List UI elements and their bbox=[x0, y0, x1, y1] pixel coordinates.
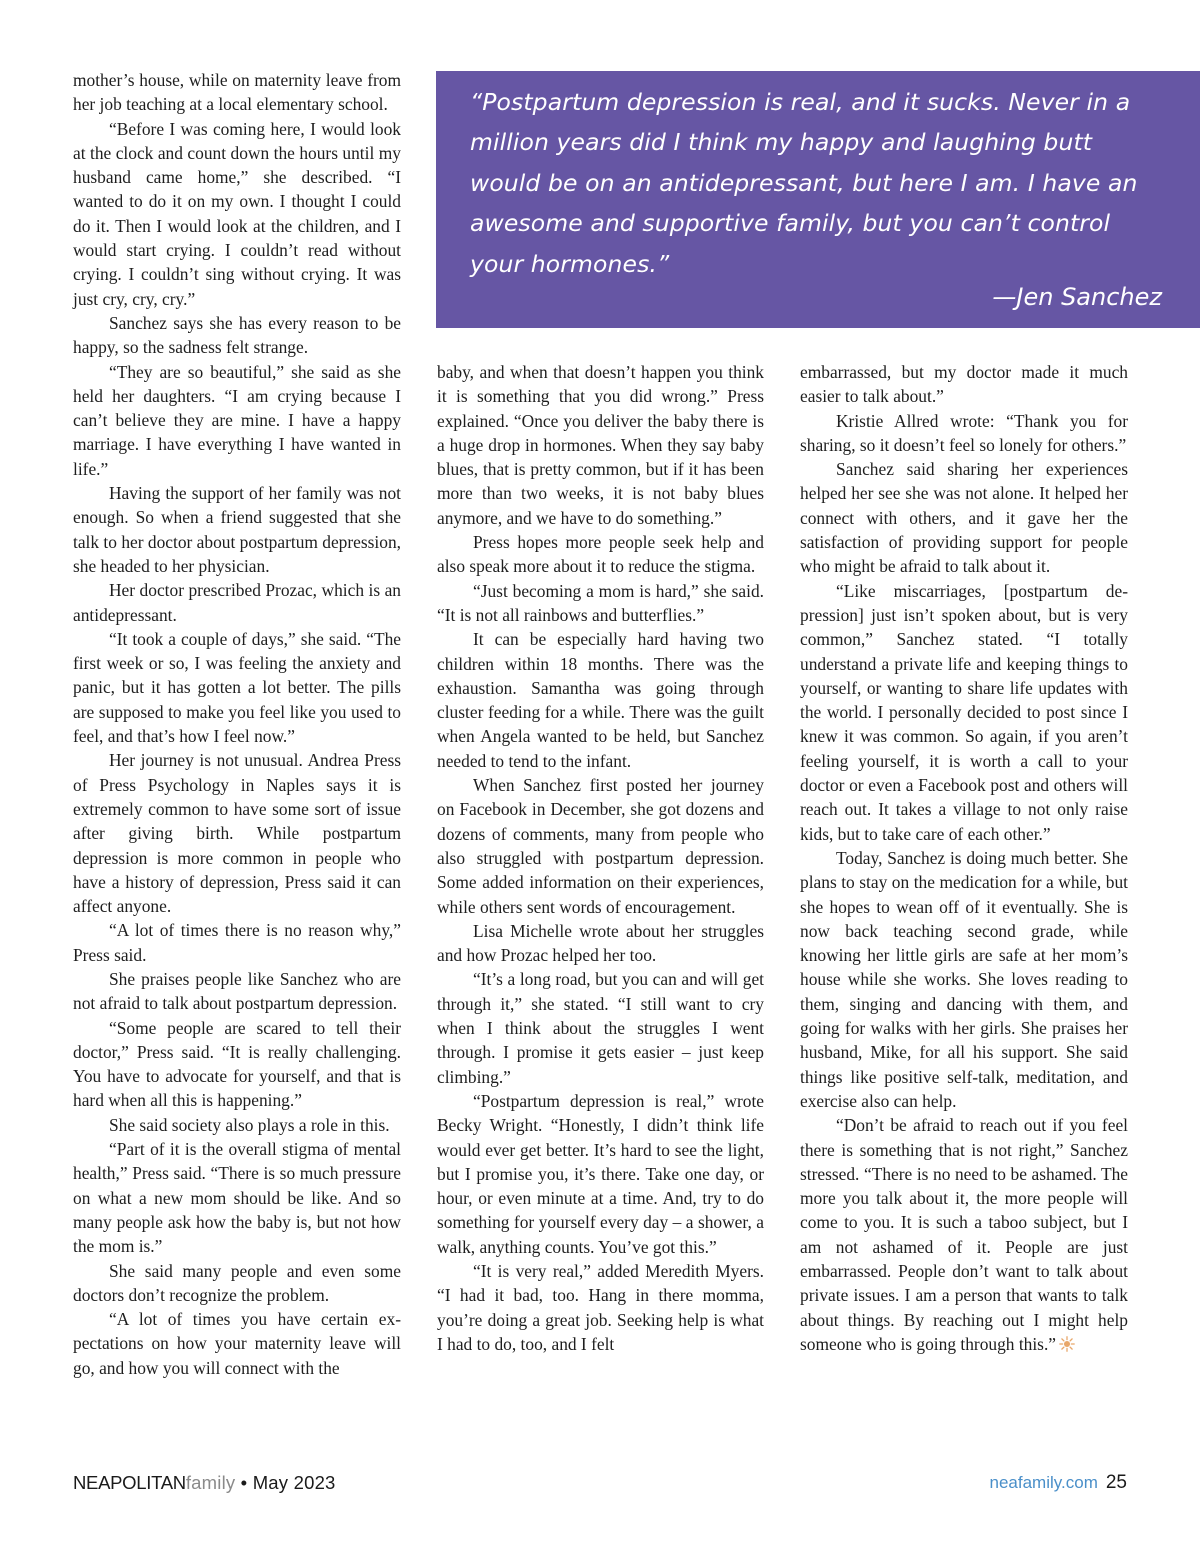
final-paragraph bbox=[800, 1113, 1128, 1356]
paragraph: mother’s house, while on maternity leave from her job teaching at a local elementary school. bbox=[73, 70, 401, 115]
paragraph: She praises people like Sanchez who are not afraid to talk about postpartum depression. bbox=[73, 968, 401, 1014]
footer-magazine-issue bbox=[73, 1472, 336, 1494]
paragraph: “They are so beautiful,” she said as she held her daughters. “I am crying because I can’t believe they are mine. I have a happy marriage. I have everything I have wanted in life.” bbox=[73, 361, 401, 479]
paragraph: “A lot of times you have certain expectations on how your maternity leave will go, and how you will connect with the bbox=[73, 1309, 401, 1378]
article-column-3 bbox=[800, 360, 1128, 1356]
paragraph: “A lot of times there is no reason why,” Press said. bbox=[73, 920, 401, 965]
paragraph: Her doctor prescribed Prozac, which is an antidepressant. bbox=[73, 580, 401, 625]
article-column-1 bbox=[73, 68, 401, 1380]
paragraph: “It took a couple of days,” she said. “The first week or so, I was feeling the anxiety and panic, but it has gotten a lot better. The pills are supposed to make you feel like you used to feel, and that’s how I feel now.” bbox=[73, 628, 401, 747]
paragraph: It can be especially hard having two children within 18 months. There was the exhaustion. Samantha was going through cluster feeding for a while. There was the guilt when Angela wanted to be held, but Sanchez needed to tend to the infant. bbox=[437, 629, 764, 771]
paragraph: She said society also plays a role in this. bbox=[109, 1114, 390, 1135]
paragraph: Having the support of her family was not enough. So when a friend suggested that she talk to her doctor about postpartum depression, she headed to her physician. bbox=[73, 483, 401, 576]
footer-site-page bbox=[990, 1472, 1127, 1494]
paragraph: “It is very real,” added Meredith Myers. “I had it bad, too. Hang in there momma, you’re doing a great job. Seeking help is what I had to do, too, and I felt bbox=[437, 1260, 764, 1354]
paragraph: “Part of it is the overall stigma of mental health,” Press said. “There is so much pressure on what a new mom should be like. And so many people ask how the baby is, but not how the mom is.” bbox=[73, 1139, 401, 1257]
paragraph: Kristie Allred wrote: “Thank you for sharing, so it doesn’t feel so lonely for others.” bbox=[800, 410, 1128, 455]
pull-quote-text: “Postpartum depression is real, and it sucks. Never in a million years did I think my happy and laughing butt would be on an antidepressant, but here I am. I have an awesome and supportive family, but you can’t control your hormones.” bbox=[470, 88, 1138, 278]
paragraph: “Some people are scared to tell their doctor,” Press said. “It is really challenging. You have to advocate for yourself, and that is hard when all this is happening.” bbox=[73, 1017, 401, 1111]
paragraph: Sanchez says she has every reason to be happy, so the sadness felt strange. bbox=[73, 312, 401, 358]
pull-quote bbox=[436, 71, 1200, 328]
paragraph: “Like miscarriages, [postpartum depression] just isn’t spoken about, but is very common,” Sanchez stated. “I totally understand a private life and keeping things to yourself, or wanting to share life updates with the world. I personally decided to post since I knew it was common. So again, if you aren’t feeling yourself, it is worth a call to your doctor or even a Facebook post and others will reach out. It takes a village to not only raise kids, but to take care of each other.” bbox=[800, 580, 1128, 844]
magazine-name-light: family bbox=[185, 1472, 236, 1493]
magazine-name-bold: NEAPOLITAN bbox=[73, 1472, 186, 1493]
paragraph: Press hopes more people seek help and also speak more about it to reduce the stigma. bbox=[437, 532, 764, 577]
sun-icon bbox=[1059, 1336, 1075, 1352]
paragraph: When Sanchez first posted her journey on Facebook in December, she got dozens and dozens of comments, many from people who also struggled with postpartum depression. Some added information on their experiences, while others sent words of encouragement. bbox=[437, 775, 764, 917]
paragraph: “It’s a long road, but you can and will get through it,” she stated. “I still want to cry when I think about the struggles I went through. I promise it gets easier – just keep climbing.” bbox=[437, 969, 764, 1087]
paragraph: “Postpartum depression is real,” wrote Becky Wright. “Honestly, I didn’t think life would ever get better. It’s hard to see the light, but I promise you, it’s there. Take one day, or hour, or even minute at a time. And, try to do something for yourself every day – a shower, a walk, anything counts. You’ve got this.” bbox=[437, 1090, 764, 1257]
paragraph: Lisa Michelle wrote about her struggles and how Prozac helped her too. bbox=[437, 920, 764, 966]
article-column-2 bbox=[437, 360, 764, 1356]
paragraph-text: “Don’t be afraid to reach out if you feel there is something that is not right,” Sanchez stressed. “There is no need to be ashamed. The more you talk about it, the more people will come to you. It is such a taboo subject, but I am not ashamed of it. People are just embarrassed. People don’t want to talk about private issues. I am a person that wants to talk about things. By reaching out I might help someone who is going through this.” bbox=[800, 1115, 1128, 1354]
paragraph: embarrassed, but my doctor made it much easier to talk about.” bbox=[800, 362, 1128, 407]
paragraph: Her journey is not unusual. Andrea Press of Press Psychology in Naples says it is extremely common to have some sort of issue after giving birth. While postpartum depression is more common in people who have a history of depression, Press said it can affect anyone. bbox=[73, 750, 401, 917]
paragraph: Today, Sanchez is doing much better. She plans to stay on the medication for a while, but she hopes to wean off of it eventually. She is now back teaching second grade, while knowing her little girls are safe at her mom’s house while she works. She loves reading to them, singing and dancing with them, and going for walks with her girls. She praises her husband, Mike, for all his support. She said things like positive self-talk, meditation, and exercise also can help. bbox=[800, 847, 1128, 1111]
issue-date: • May 2023 bbox=[235, 1472, 336, 1493]
paragraph: “Before I was coming here, I would look at the clock and count down the hours until my husband came home,” she described. “I wanted to do it on my own. I thought I could do it. Then I would look at the children, and I would start crying. I couldn’t read without crying. I couldn’t sing without crying. It was just cry, cry, cry.” bbox=[73, 118, 401, 309]
website-link[interactable]: neafamily.com bbox=[989, 1473, 1098, 1492]
paragraph: Sanchez said sharing her experiences helped her see she was not alone. It helped her connect with others, and it gave her the satisfaction of providing support for people who might be afraid to talk about it. bbox=[800, 459, 1128, 577]
paragraph: baby, and when that doesn’t happen you think it is something that you did wrong.” Press explained. “Once you deliver the baby there is a huge drop in hormones. When they say baby blues, that is pretty common, but if it has been more than two weeks, it is not baby blues anymore, and we have to do something.” bbox=[437, 362, 764, 528]
paragraph: She said many people and even some doctors don’t recognize the problem. bbox=[73, 1260, 401, 1305]
page-number: 25 bbox=[1105, 1472, 1127, 1493]
paragraph: “Just becoming a mom is hard,” she said. “It is not all rainbows and butterflies.” bbox=[437, 580, 764, 625]
pull-quote-attribution: —Jen Sanchez bbox=[992, 283, 1162, 311]
